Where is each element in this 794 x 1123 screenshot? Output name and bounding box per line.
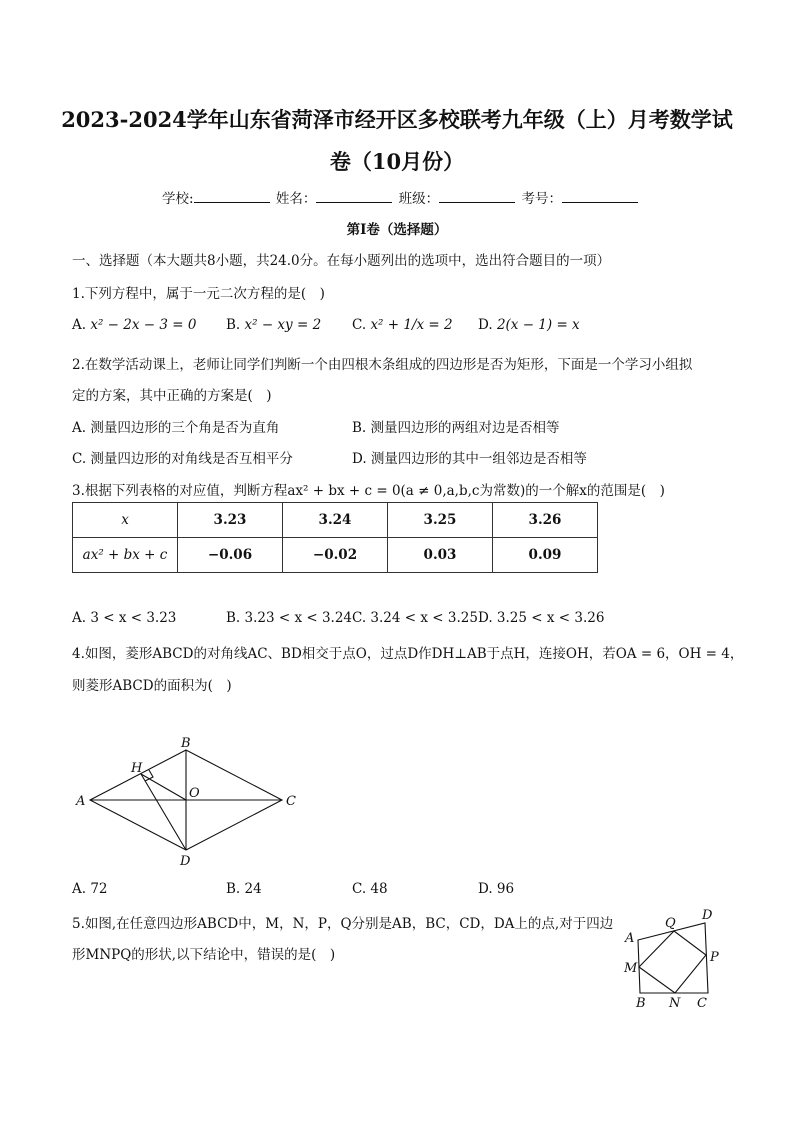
q5-stem-line2: 形MNPQ的形状,以下结论中，错误的是( ) xyxy=(72,947,336,963)
class-blank[interactable] xyxy=(439,190,515,203)
q1-option-d: D. 2(x − 1) = x xyxy=(478,317,580,333)
table-header-expr: ax² + bx + c xyxy=(73,538,178,573)
quadrilateral-mnpq xyxy=(639,931,706,993)
q2-stem-line1: 2.在数学活动课上，老师让同学们判断一个由四根木条组成的四边形是否为矩形，下面是一个学习小组拟 xyxy=(72,357,693,373)
class-label: 班级： xyxy=(398,191,440,207)
q3-option-d: D. 3.25 < x < 3.26 xyxy=(478,610,605,626)
label-b: B xyxy=(181,736,191,751)
q2-option-b: B. 测量四边形的两组对边是否相等 xyxy=(352,420,560,436)
table-header-x: x xyxy=(73,503,178,538)
school-label: 学校: xyxy=(162,191,194,207)
q1-option-b: B. x² − xy = 2 xyxy=(226,317,322,333)
q2-option-c: C. 测量四边形的对角线是否互相平分 xyxy=(72,451,293,467)
label-m: M xyxy=(624,961,638,976)
label-n: N xyxy=(669,996,681,1010)
q3-option-a: A. 3 < x < 3.23 xyxy=(72,610,177,626)
q4-option-b: B. 24 xyxy=(226,881,262,897)
q2-option-a: A. 测量四边形的三个角是否为直角 xyxy=(72,420,280,436)
table-row xyxy=(73,538,598,573)
table-cell: −0.02 xyxy=(283,538,388,573)
label-a: A xyxy=(625,931,635,946)
label-q: Q xyxy=(665,916,676,931)
name-blank[interactable] xyxy=(316,190,392,203)
label-b: B xyxy=(636,996,646,1010)
table-cell: 0.03 xyxy=(388,538,493,573)
name-label: 姓名： xyxy=(275,191,317,207)
label-d: D xyxy=(702,908,713,923)
volume-heading: 第Ⅰ卷（选择题） xyxy=(346,222,448,238)
label-a: A xyxy=(76,794,86,809)
q3-option-c: C. 3.24 < x < 3.25 xyxy=(352,610,478,626)
section-heading: 一、选择题（本大题共8小题，共24.0分。在每小题列出的选项中，选出符合题目的一项） xyxy=(72,253,611,269)
q3-stem: 3.根据下列表格的对应值，判断方程ax² + bx + c = 0(a ≠ 0,a,b,c为常数)的一个解x的范围是( ) xyxy=(72,483,665,499)
q2-stem-line2: 定的方案，其中正确的方案是( ) xyxy=(72,388,272,404)
label-c: C xyxy=(286,794,296,809)
table-cell: 0.09 xyxy=(493,538,598,573)
table-cell: 3.23 xyxy=(178,503,283,538)
exam-no-blank[interactable] xyxy=(562,190,638,203)
label-c: C xyxy=(697,996,707,1010)
q5-quadrilateral-figure xyxy=(620,905,725,1010)
right-angle-mark xyxy=(145,770,153,781)
q4-option-a: A. 72 xyxy=(72,881,108,897)
q1-option-c: C. x² + 1/x = 2 xyxy=(352,317,453,333)
school-blank[interactable] xyxy=(194,190,270,203)
q1-option-a: A. x² − 2x − 3 = 0 xyxy=(72,317,197,333)
label-h: H xyxy=(131,761,143,776)
label-o: O xyxy=(189,786,200,801)
q4-stem-line2: 则菱形ABCD的面积为( ) xyxy=(72,678,232,694)
q2-option-d: D. 测量四边形的其中一组邻边是否相等 xyxy=(352,451,587,467)
table-row xyxy=(73,503,598,538)
table-cell: −0.06 xyxy=(178,538,283,573)
label-p: P xyxy=(710,950,719,965)
q4-option-d: D. 96 xyxy=(478,881,515,897)
segment-oh xyxy=(141,774,186,800)
exam-no-label: 考号： xyxy=(521,191,562,207)
q1-stem: 1.下列方程中，属于一元二次方程的是( ) xyxy=(72,286,325,302)
page-title-line2: 卷（10月份） xyxy=(329,149,465,174)
q4-stem-line1: 4.如图，菱形ABCD的对角线AC、BD相交于点O，过点D作DH⊥AB于点H，连接OH，若OA = 6，OH = 4， xyxy=(72,646,744,662)
q4-rhombus-figure xyxy=(72,735,307,870)
q4-option-c: C. 48 xyxy=(352,881,388,897)
q5-stem-line1: 5.如图,在任意四边形ABCD中，M，N，P，Q分别是AB，BC，CD，DA上的点,对于四边 xyxy=(72,916,614,932)
q3-option-b: B. 3.23 < x < 3.24 xyxy=(226,610,353,626)
table-cell: 3.24 xyxy=(283,503,388,538)
label-d: D xyxy=(180,854,191,869)
page-title: 2023-2024学年山东省菏泽市经开区多校联考九年级（上）月考数学试 xyxy=(61,107,733,132)
table-cell: 3.26 xyxy=(493,503,598,538)
q3-value-table xyxy=(72,502,598,573)
info-line xyxy=(162,187,640,207)
table-cell: 3.25 xyxy=(388,503,493,538)
